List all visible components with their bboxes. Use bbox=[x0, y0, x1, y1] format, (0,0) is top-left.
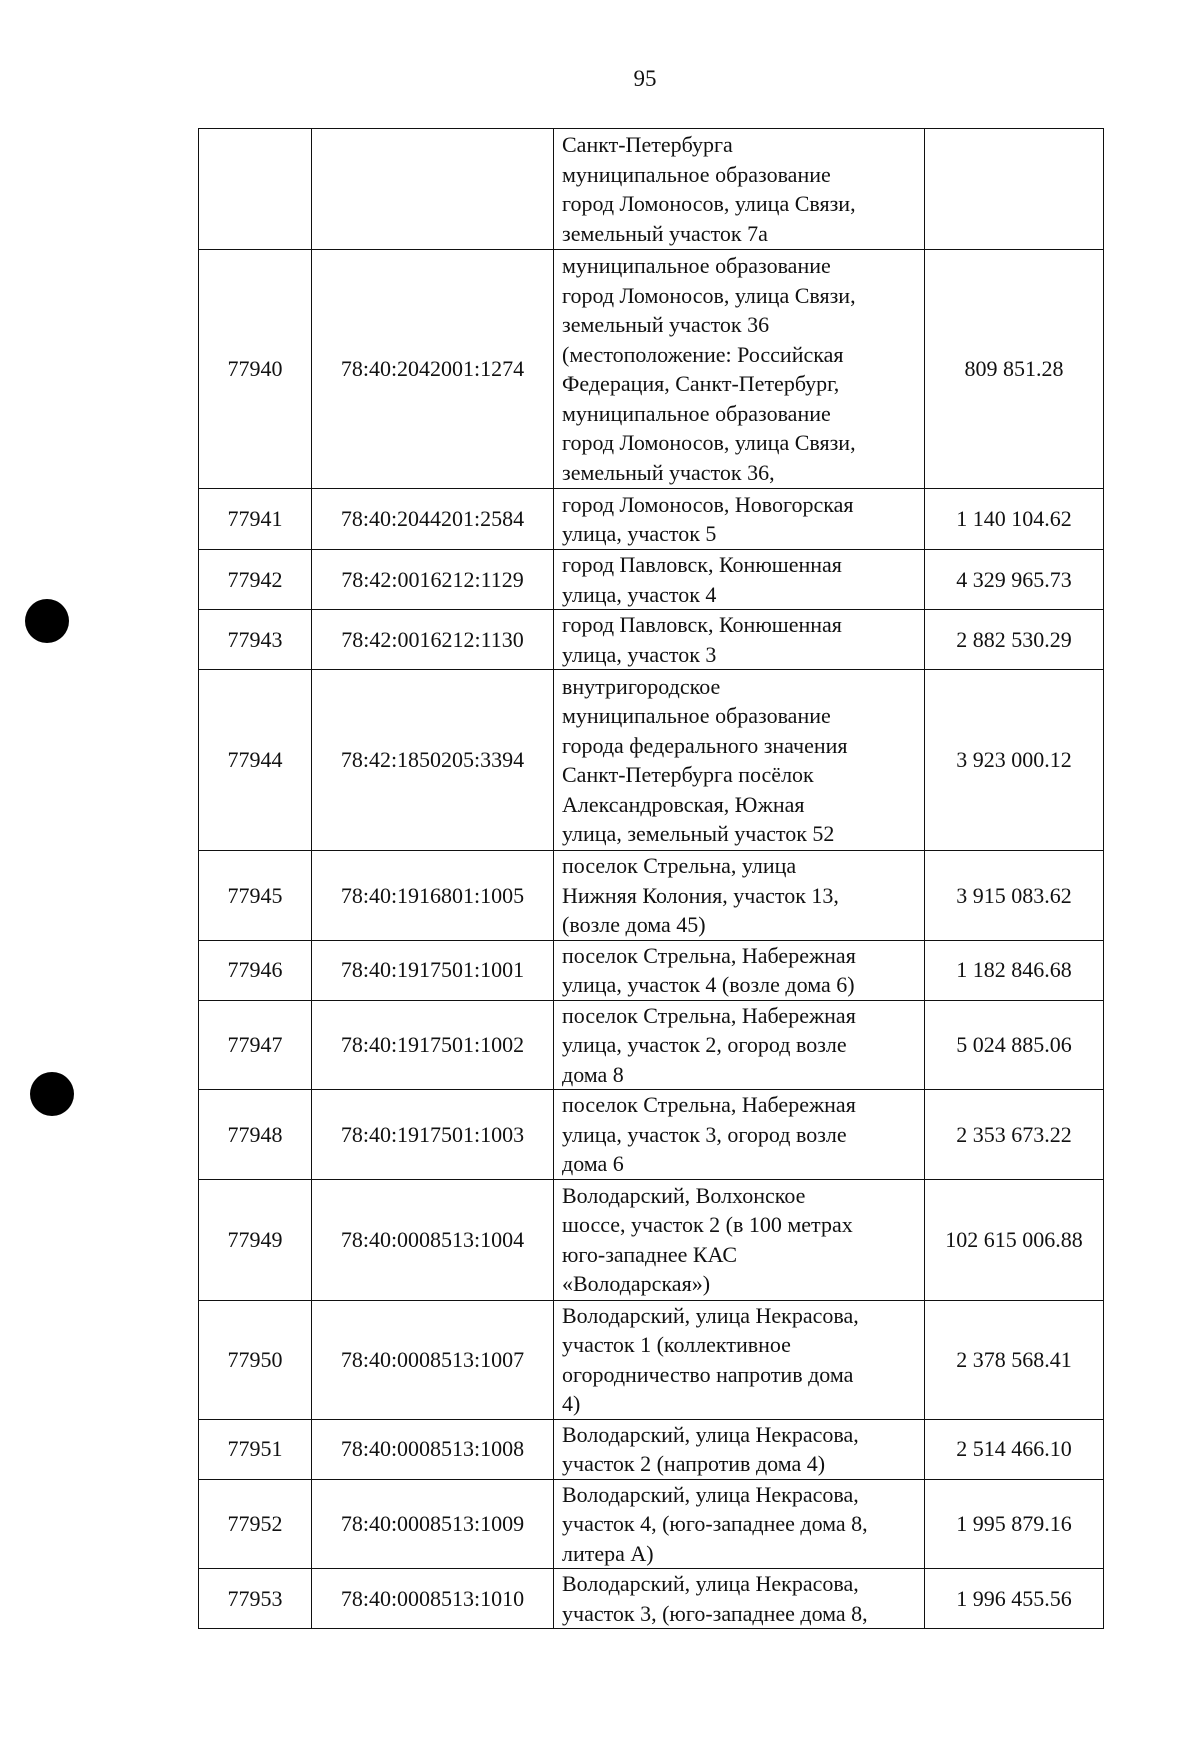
table-row bbox=[199, 851, 1104, 941]
row-number-cell: 77944 bbox=[199, 670, 312, 851]
address-cell: поселок Стрельна, Набережная улица, участок 3, огород возле дома 6 bbox=[554, 1090, 925, 1180]
cadastral-value-cell bbox=[925, 129, 1104, 250]
address-cell: поселок Стрельна, Набережная улица, участок 2, огород возле дома 8 bbox=[554, 1000, 925, 1090]
cadastral-number-cell: 78:40:1917501:1003 bbox=[312, 1090, 554, 1180]
address-cell: Санкт-Петербурга муниципальное образование город Ломоносов, улица Связи, земельный участок 7а bbox=[554, 129, 925, 250]
land-plots-table bbox=[198, 128, 1104, 1629]
cadastral-number-cell: 78:40:0008513:1004 bbox=[312, 1179, 554, 1300]
row-number-cell: 77947 bbox=[199, 1000, 312, 1090]
row-number-cell: 77950 bbox=[199, 1300, 312, 1419]
table-row bbox=[199, 1179, 1104, 1300]
table-row bbox=[199, 250, 1104, 489]
row-number-cell: 77948 bbox=[199, 1090, 312, 1180]
cadastral-number-cell: 78:40:0008513:1007 bbox=[312, 1300, 554, 1419]
address-cell: Володарский, улица Некрасова, участок 1 (коллективное огородничество напротив дома 4) bbox=[554, 1300, 925, 1419]
address-cell: Володарский, улица Некрасова, участок 3, (юго-западнее дома 8, bbox=[554, 1569, 925, 1629]
table-row bbox=[199, 489, 1104, 550]
cadastral-value-cell: 2 882 530.29 bbox=[925, 610, 1104, 670]
cadastral-value-cell: 2 353 673.22 bbox=[925, 1090, 1104, 1180]
table-row bbox=[199, 1569, 1104, 1629]
cadastral-value-cell: 4 329 965.73 bbox=[925, 550, 1104, 610]
row-number-cell: 77942 bbox=[199, 550, 312, 610]
table-row bbox=[199, 550, 1104, 610]
cadastral-number-cell: 78:40:1916801:1005 bbox=[312, 851, 554, 941]
cadastral-number-cell bbox=[312, 129, 554, 250]
address-cell: муниципальное образование город Ломоносов, улица Связи, земельный участок 36 (местоположение: Российская Федерация, Санкт-Петербург, муниципальное образование город Ломоносов, улица Связи, земельный участок 36, bbox=[554, 250, 925, 489]
address-cell: поселок Стрельна, улица Нижняя Колония, участок 13, (возле дома 45) bbox=[554, 851, 925, 941]
cadastral-value-cell: 1 182 846.68 bbox=[925, 940, 1104, 1000]
cadastral-number-cell: 78:40:0008513:1009 bbox=[312, 1479, 554, 1569]
address-cell: город Ломоносов, Новогорская улица, участок 5 bbox=[554, 489, 925, 550]
table-row bbox=[199, 1419, 1104, 1479]
row-number-cell: 77945 bbox=[199, 851, 312, 941]
cadastral-number-cell: 78:40:0008513:1008 bbox=[312, 1419, 554, 1479]
address-cell: город Павловск, Конюшенная улица, участок 4 bbox=[554, 550, 925, 610]
page-number: 95 bbox=[633, 66, 657, 91]
row-number-cell: 77952 bbox=[199, 1479, 312, 1569]
cadastral-number-cell: 78:40:0008513:1010 bbox=[312, 1569, 554, 1629]
cadastral-value-cell: 1 996 455.56 bbox=[925, 1569, 1104, 1629]
address-cell: Володарский, Волхонское шоссе, участок 2 (в 100 метрах юго-западнее КАС «Володарская») bbox=[554, 1179, 925, 1300]
cadastral-number-cell: 78:40:1917501:1002 bbox=[312, 1000, 554, 1090]
cadastral-number-cell: 78:40:2044201:2584 bbox=[312, 489, 554, 550]
table-body bbox=[199, 129, 1104, 1629]
table-row bbox=[199, 1000, 1104, 1090]
address-cell: внутригородское муниципальное образование города федерального значения Санкт-Петербурга посёлок Александровская, Южная улица, земельный участок 52 bbox=[554, 670, 925, 851]
table-row bbox=[199, 1090, 1104, 1180]
row-number-cell: 77951 bbox=[199, 1419, 312, 1479]
cadastral-value-cell: 3 923 000.12 bbox=[925, 670, 1104, 851]
table-row bbox=[199, 129, 1104, 250]
table-row bbox=[199, 940, 1104, 1000]
address-cell: Володарский, улица Некрасова, участок 2 (напротив дома 4) bbox=[554, 1419, 925, 1479]
address-cell: город Павловск, Конюшенная улица, участок 3 bbox=[554, 610, 925, 670]
table-row bbox=[199, 670, 1104, 851]
cadastral-number-cell: 78:42:1850205:3394 bbox=[312, 670, 554, 851]
row-number-cell: 77946 bbox=[199, 940, 312, 1000]
cadastral-value-cell: 102 615 006.88 bbox=[925, 1179, 1104, 1300]
cadastral-value-cell: 3 915 083.62 bbox=[925, 851, 1104, 941]
address-cell: Володарский, улица Некрасова, участок 4, (юго-западнее дома 8, литера А) bbox=[554, 1479, 925, 1569]
address-cell: поселок Стрельна, Набережная улица, участок 4 (возле дома 6) bbox=[554, 940, 925, 1000]
table-row bbox=[199, 1300, 1104, 1419]
row-number-cell: 77949 bbox=[199, 1179, 312, 1300]
cadastral-number-cell: 78:40:2042001:1274 bbox=[312, 250, 554, 489]
row-number-cell: 77953 bbox=[199, 1569, 312, 1629]
row-number-cell: 77941 bbox=[199, 489, 312, 550]
row-number-cell: 77940 bbox=[199, 250, 312, 489]
cadastral-number-cell: 78:40:1917501:1001 bbox=[312, 940, 554, 1000]
punch-hole-mark bbox=[30, 1072, 74, 1116]
table-row bbox=[199, 610, 1104, 670]
cadastral-value-cell: 809 851.28 bbox=[925, 250, 1104, 489]
row-number-cell: 77943 bbox=[199, 610, 312, 670]
cadastral-number-cell: 78:42:0016212:1130 bbox=[312, 610, 554, 670]
cadastral-value-cell: 2 378 568.41 bbox=[925, 1300, 1104, 1419]
punch-hole-mark bbox=[25, 599, 69, 643]
cadastral-number-cell: 78:42:0016212:1129 bbox=[312, 550, 554, 610]
cadastral-value-cell: 5 024 885.06 bbox=[925, 1000, 1104, 1090]
cadastral-value-cell: 2 514 466.10 bbox=[925, 1419, 1104, 1479]
cadastral-value-cell: 1 995 879.16 bbox=[925, 1479, 1104, 1569]
row-number-cell bbox=[199, 129, 312, 250]
cadastral-value-cell: 1 140 104.62 bbox=[925, 489, 1104, 550]
table-row bbox=[199, 1479, 1104, 1569]
